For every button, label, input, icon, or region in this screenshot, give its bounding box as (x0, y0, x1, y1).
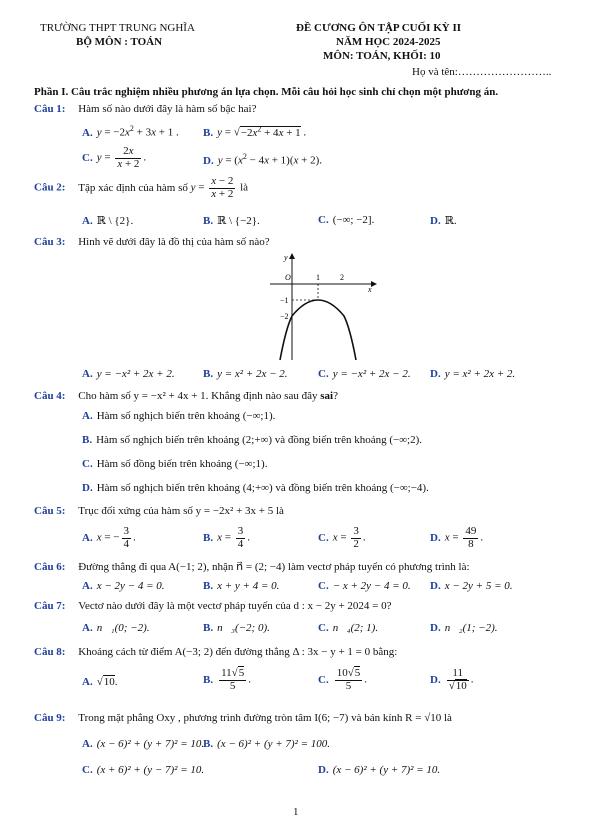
q2-option-c: C. (−∞; −2]. (318, 214, 375, 226)
q6-option-a: A. x − 2y − 4 = 0. (82, 580, 165, 592)
q1-option-d: D. $y = (x^2 - 4x + 1)(x + 2)$. (203, 152, 323, 167)
q7-option-b: B. n⃗₃(−2; 0). (203, 622, 270, 634)
question-8: Câu 8: Khoảng cách từ điểm A(−3; 2) đến đường thẳng Δ : 3x − y + 1 = 0 bằng: (34, 646, 398, 658)
q7-option-d: D. n⃗₂(1; −2). (430, 622, 498, 634)
tick-minus-2: −2 (280, 312, 289, 321)
q7-option-a: A. n⃗₁(0; −2). (82, 622, 150, 634)
tick-2: 2 (340, 273, 344, 282)
q9-option-b: B. (x − 6)² + (y + 7)² = 100. (203, 738, 331, 750)
q4-option-a: A. Hàm số nghịch biến trên khoảng (−∞;1). (82, 410, 276, 422)
q4-option-d: D. Hàm số nghịch biến trên khoảng (4;+∞) và đồng biến trên khoảng (−∞;−4). (82, 482, 429, 494)
x-axis-label: x (368, 285, 372, 294)
q3-option-d: D. y = x² + 2x + 2. (430, 368, 516, 380)
q8-option-d: D. $\frac{11}{√10}$ . (430, 667, 474, 692)
q8-option-c: C. $\frac{10√5}{5}$ . (318, 667, 367, 692)
q2-option-b: B. ℝ \ {−2}. (203, 215, 260, 227)
q7-option-c: C. n⃗₄(2; 1). (318, 622, 379, 634)
question-2: Câu 2: Tập xác định của hàm số y = $\frac{x - 2}{x + 2}$ là (34, 175, 249, 200)
question-1 (34, 103, 257, 115)
tick-1: 1 (316, 273, 320, 282)
q5-option-b: B. x = $\frac{3}{4}$ . (203, 525, 250, 550)
q4-option-b: B. Hàm số nghịch biến trên khoảng (2;+∞) và đồng biến trên khoảng (−∞;2). (82, 434, 423, 446)
question-text: Hàm số nào dưới đây là hàm số bậc hai? (78, 103, 257, 115)
q8-option-a: A. √10. (82, 676, 118, 688)
parabola-graph (262, 248, 382, 368)
student-name-line: Họ và tên:…………………….. (412, 66, 552, 78)
subject-grade: MÔN: TOÁN, KHỐI: 10 (323, 50, 441, 62)
q2-option-d: D. ℝ. (430, 215, 457, 227)
q3-option-a: A. y = −x² + 2x + 2. (82, 368, 175, 380)
q6-option-c: C. − x + 2y − 4 = 0. (318, 580, 411, 592)
question-3: Câu 3: Hình vẽ dưới đây là đồ thị của hàm số nào? (34, 236, 270, 248)
q1-option-a: A. $y = -2x^2 + 3x + 1$ . (82, 124, 179, 139)
tick-minus-1: −1 (280, 296, 289, 305)
question-6: Câu 6: Đường thẳng đi qua A(−1; 2), nhận n⃗ = (2; −4) làm vectơ pháp tuyến có phương trình là: (34, 561, 470, 573)
q3-option-c: C. y = −x² + 2x − 2. (318, 368, 411, 380)
part-title: Phần I. Câu trắc nghiệm nhiều phương án lựa chọn. Mỗi câu hỏi học sinh chỉ chọn một phương án. (34, 86, 499, 98)
q8-option-b: B. $\frac{11√5}{5}$ . (203, 667, 251, 692)
page-number: 1 (293, 806, 299, 818)
doc-title: ĐỀ CƯƠNG ÔN TẬP CUỐI KỲ II (296, 22, 462, 34)
q9-option-a: A. (x − 6)² + (y + 7)² = 10. (82, 738, 205, 750)
question-7: Câu 7: Vectơ nào dưới đây là một vectơ pháp tuyến của d : x − 2y + 2024 = 0? (34, 600, 392, 612)
q3-option-b: B. y = x² + 2x − 2. (203, 368, 288, 380)
q4-option-c: C. Hàm số đồng biến trên khoảng (−∞;1). (82, 458, 268, 470)
school-year: NĂM HỌC 2024-2025 (336, 36, 441, 48)
department: BỘ MÔN : TOÁN (76, 36, 163, 48)
question-4: Câu 4: Cho hàm số y = −x² + 4x + 1. Khẳng định nào sau đây sai? (34, 390, 338, 402)
school-name: TRƯỜNG THPT TRUNG NGHĨA (40, 22, 195, 34)
q9-option-d: D. (x − 6)² + (y + 7)² = 10. (318, 764, 441, 776)
question-9: Câu 9: Trong mặt phẳng Oxy , phương trình đường tròn tâm I(6; −7) và bán kính R = √10 là (34, 712, 452, 724)
q6-option-d: D. x − 2y + 5 = 0. (430, 580, 513, 592)
question-5: Câu 5: Trục đối xứng của hàm số y = −2x² + 3x + 5 là (34, 505, 284, 517)
q1-option-c: C. y = $\frac{2x}{x + 2}$ . (82, 145, 147, 170)
q5-option-c: C. x = $\frac{3}{2}$ . (318, 525, 366, 550)
parabola-curve (280, 300, 356, 360)
q9-option-c: C. (x + 6)² + (y − 7)² = 10. (82, 764, 205, 776)
q1-option-b: B. $y = √-2x^2 + 4x + 1$ . (203, 124, 307, 139)
q2-option-a: A. ℝ \ {2}. (82, 215, 134, 227)
q5-option-a: A. x = − $\frac{3}{4}$ . (82, 525, 136, 550)
q5-option-d: D. x = $\frac{49}{8}$ . (430, 525, 484, 550)
question-label: Câu 1: (34, 103, 66, 115)
q6-option-b: B. x + y + 4 = 0. (203, 580, 280, 592)
y-axis-label: y (284, 253, 288, 262)
origin-label: O (285, 273, 291, 282)
